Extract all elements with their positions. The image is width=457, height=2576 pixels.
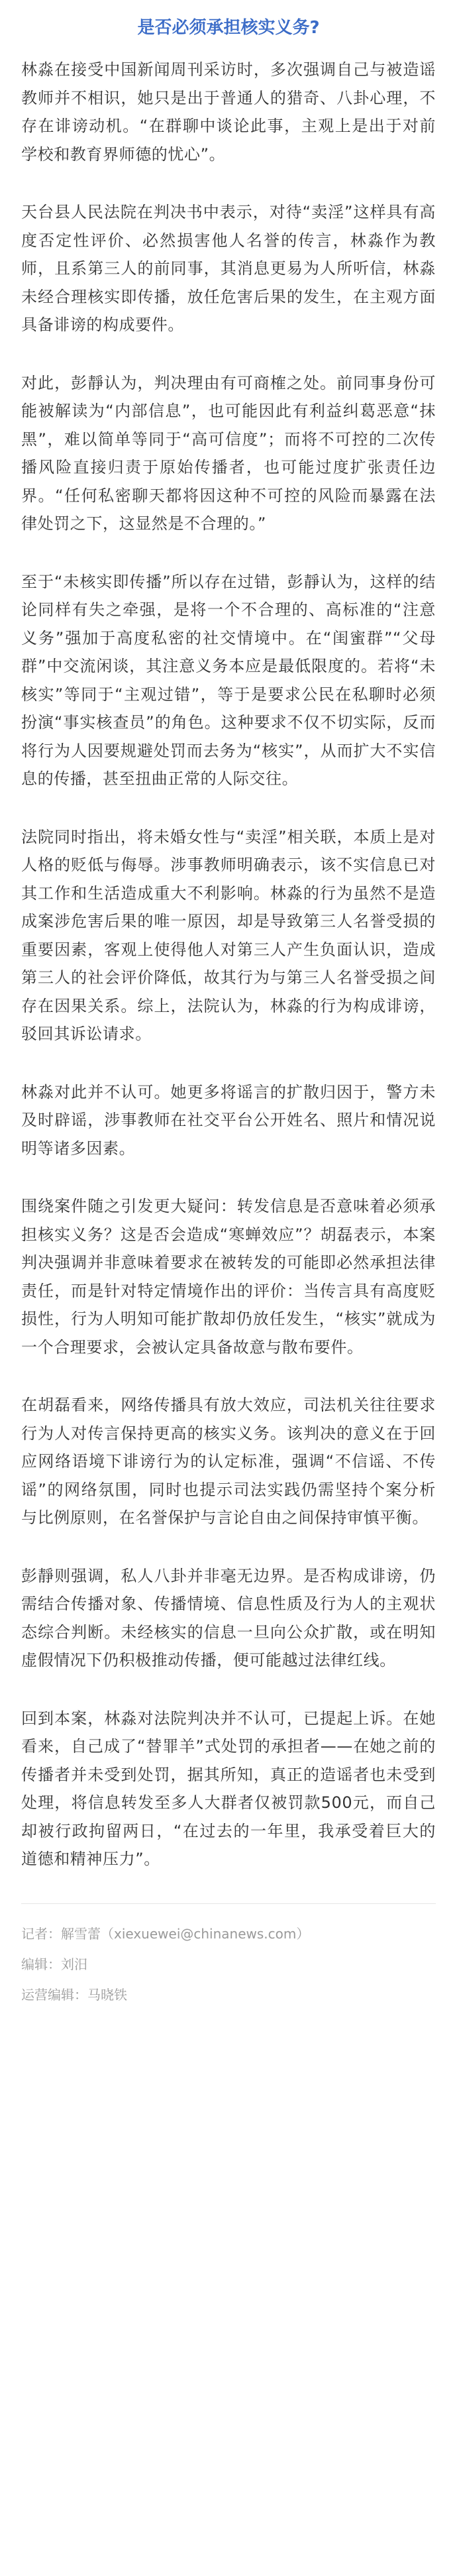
article-body: [0, 41, 457, 1874]
article-paragraph: 围绕案件随之引发更大疑问：转发信息是否意味着必须承担核实义务？这是否会造成“寒蝉效应”？胡磊表示，本案判决强调并非意味着要求在被转发的可能即必然承担法律责任，而是针对特定情境作出的评价：当传言具有高度贬损性，行为人明知可能扩散却仍放任发生，“核实”就成为一个合理要求，会被认定具备故意与散布要件。: [21, 1197, 436, 1357]
article-credits: [21, 1903, 436, 2010]
article-paragraph: 法院同时指出，将未婚女性与“卖淫”相关联，本质上是对人格的贬低与侮辱。涉事教师明确表示，该不实信息已对其工作和生活造成重大不利影响。林淼的行为虽然不是造成案涉危害后果的唯一原因，却是导致第三人名誉受损的重要因素，客观上使得他人对第三人产生负面认识，造成第三人的社会评价降低，故其行为与第三人名誉受损之间存在因果关系。综上，法院认为，林淼的行为构成诽谤，驳回其诉讼请求。: [21, 827, 436, 1043]
article-title: 是否必须承担核实义务?: [137, 18, 320, 38]
article-paragraph: 天台县人民法院在判决书中表示，对待“卖淫”这样具有高度否定性评价、必然损害他人名誉的传言，林淼作为教师，且系第三人的前同事，其消息更易为人所听信，林淼未经合理核实即传播，放任危害后果的发生，在主观方面具备诽谤的构成要件。: [21, 203, 436, 334]
operations-editor-credit: 运营编辑：马晓铁: [21, 1986, 127, 2003]
reporter-credit: 记者：解雪蕾（xiexuewei@chinanews.com）: [21, 1925, 310, 1942]
article-paragraph: 至于“未核实即传播”所以存在过错，彭靜认为，这样的结论同样有失之牵强，是将一个不合理的、高标准的“注意义务”强加于高度私密的社交情境中。在“闺蜜群”“父母群”中交流闲谈，其注意义务本应是最低限度的。若将“未核实”等同于“主观过错”，等于是要求公民在私聊时必须扮演“事实核查员”的角色。这种要求不仅不切实际，反而将行为人因要规避处罚而去务为“核实”，从而扩大不实信息的传播，甚至扭曲正常的人际交往。: [21, 572, 436, 788]
article-paragraph: 回到本案，林淼对法院判决并不认可，已提起上诉。在她看来，自己成了“替罪羊”式处罚的承担者——在她之前的传播者并未受到处罚，据其所知，真正的造谣者也未受到处理，将信息转发至多人大群者仅被罚款500元，而自己却被行政拘留两日，“在过去的一年里，我承受着巨大的道德和精神压力”。: [21, 1708, 436, 1868]
editor-credit: 编辑：刘汨: [21, 1956, 87, 1972]
article-paragraph: 对此，彭靜认为，判决理由有可商榷之处。前同事身份可能被解读为“内部信息”，也可能因此有利益纠葛恶意“抹黑”，难以简单等同于“高可信度”；而将不可控的二次传播风险直接归责于原始传播者，也可能过度扩张责任边界。“任何私密聊天都将因这种不可控的风险而暴露在法律处罚之下，这显然是不合理的。”: [21, 373, 436, 533]
article-paragraph: 林淼对此并不认可。她更多将谣言的扩散归因于，警方未及时辟谣，涉事教师在社交平台公开姓名、照片和情况说明等诸多因素。: [21, 1082, 436, 1158]
article-paragraph: 在胡磊看来，网络传播具有放大效应，司法机关往往要求行为人对传言保持更高的核实义务。该判决的意义在于回应网络语境下诽谤行为的认定标准，强调“不信谣、不传谣”的网络氛围，同时也提示司法实践仍需坚持个案分析与比例原则，在名誉保护与言论自由之间保持审慎平衡。: [21, 1396, 436, 1527]
article-paragraph: 林淼在接受中国新闻周刊采访时，多次强调自己与被造谣教师并不相识，她只是出于普通人的猎奇、八卦心理，不存在诽谤动机。“在群聊中谈论此事，主观上是出于对前学校和教育界师德的忧心”。: [21, 60, 436, 164]
article-paragraph: 彭靜则强调，私人八卦并非毫无边界。是否构成诽谤，仍需结合传播对象、传播情境、信息性质及行为人的主观状态综合判断。未经核实的信息一旦向公众扩散，或在明知虚假情况下仍积极推动传播，便可能越过法律红线。: [21, 1566, 436, 1669]
